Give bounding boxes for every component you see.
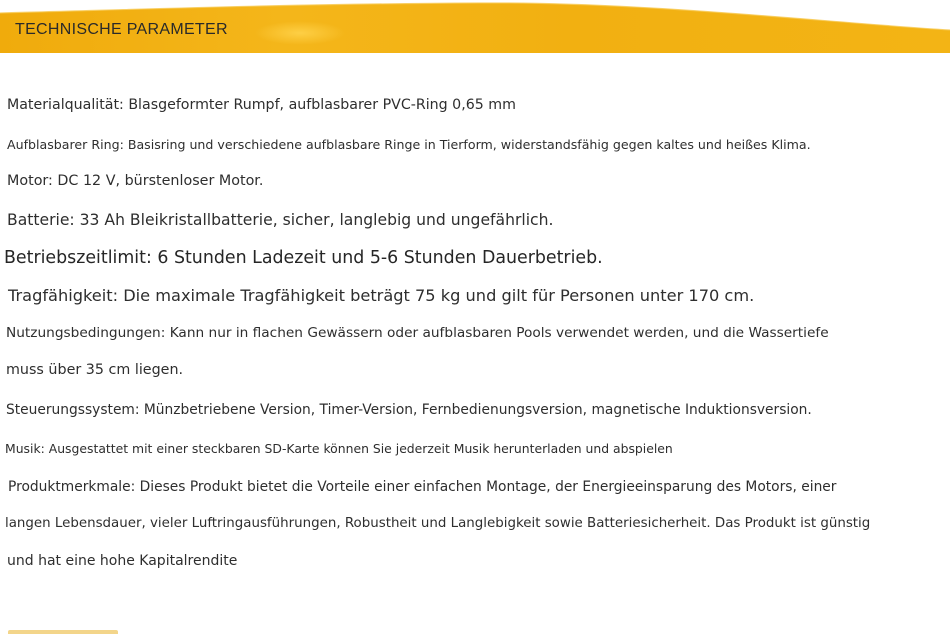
spec-usage-conditions: Nutzungsbedingungen: Kann nur in flachen Gewässern oder aufblasbaren Pools verwendet werden, und die Wassertiefe: [6, 325, 829, 341]
spec-product-features: Produktmerkmale: Dieses Produkt bietet die Vorteile einer einfachen Montage, der Energieeinsparung des Motors, einer: [8, 479, 837, 495]
spec-control-system: Steuerungssystem: Münzbetriebene Version, Timer-Version, Fernbedienungsversion, magnetische Induktionsversion.: [6, 402, 812, 418]
spec-material-quality: Materialqualität: Blasgeformter Rumpf, aufblasbarer PVC-Ring 0,65 mm: [7, 97, 516, 113]
spec-load-capacity: Tragfähigkeit: Die maximale Tragfähigkeit beträgt 75 kg und gilt für Personen unter 170 cm.: [8, 286, 755, 305]
spec-product-features-cont: langen Lebensdauer, vieler Luftringausführungen, Robustheit und Langlebigkeit sowie Batteriesicherheit. Das Produkt ist günstig: [5, 516, 871, 531]
section-header-band: [0, 0, 950, 56]
spec-operating-time: Betriebszeitlimit: 6 Stunden Ladezeit und 5-6 Stunden Dauerbetrieb.: [4, 248, 603, 268]
spec-music: Musik: Ausgestattet mit einer steckbaren SD-Karte können Sie jederzeit Musik herunterladen und abspielen: [5, 441, 673, 456]
spec-inflatable-ring: Aufblasbarer Ring: Basisring und verschiedene aufblasbare Ringe in Tierform, widerstandsfähig gegen kaltes und heißes Klima.: [7, 137, 811, 152]
bottom-accent-bar: [8, 630, 118, 634]
spec-product-features-end: und hat eine hohe Kapitalrendite: [7, 553, 238, 569]
spec-battery: Batterie: 33 Ah Bleikristallbatterie, sicher, langlebig und ungefährlich.: [7, 211, 554, 229]
spec-usage-conditions-cont: muss über 35 cm liegen.: [6, 362, 184, 378]
section-title: TECHNISCHE PARAMETER: [15, 21, 228, 38]
spec-motor: Motor: DC 12 V, bürstenloser Motor.: [7, 173, 264, 189]
